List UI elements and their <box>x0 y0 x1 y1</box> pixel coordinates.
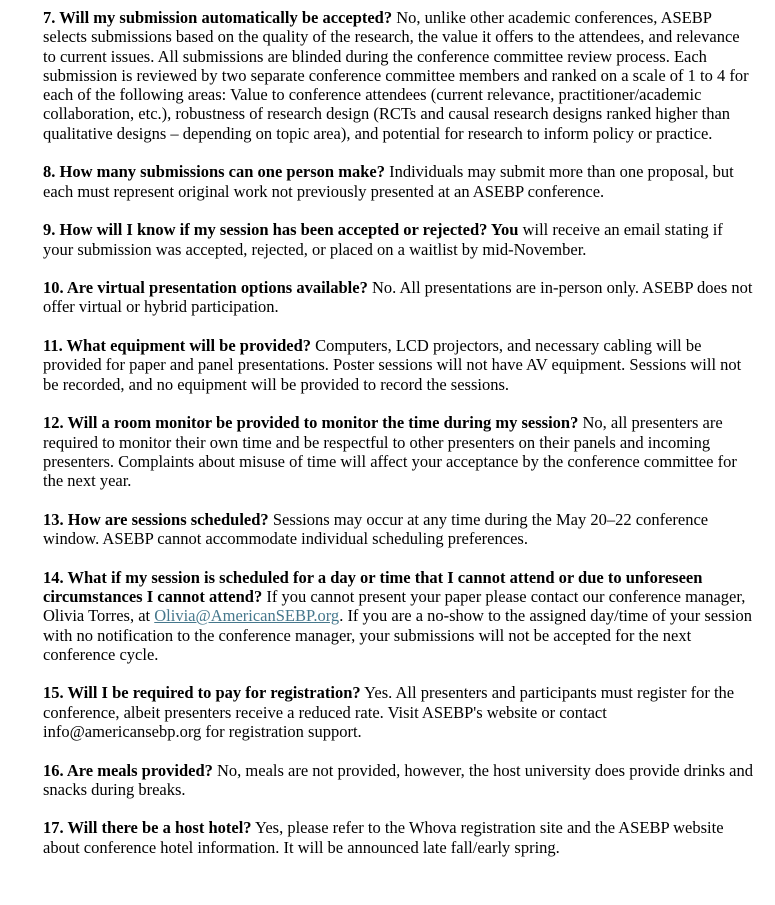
faq-item-7 <box>43 8 755 143</box>
faq-item-9 <box>43 220 755 259</box>
faq-answer-text: No. All presentations are in-person only. ASEBP does not offer virtual or hybrid participation. <box>43 278 753 317</box>
faq-item-16 <box>43 761 755 800</box>
faq-item-14 <box>43 568 755 664</box>
faq-answer-text: Individuals may submit more than one proposal, but each must represent original work not previously presented at an ASEBP conference. <box>43 162 734 201</box>
faq-question-label: 17. Will there be a host hotel? <box>43 818 252 838</box>
faq-question-label: 16. Are meals provided? <box>43 760 213 780</box>
faq-answer-text: Yes. All presenters and participants must register for the conference, albeit presenters receive a reduced rate. Visit ASEBP's website or contact info@americansebp.org for registration support. <box>43 683 735 741</box>
faq-answer-text: will receive an email stating if your submission was accepted, rejected, or placed on a waitlist by mid-November. <box>43 220 723 259</box>
faq-item-10 <box>43 278 755 317</box>
faq-answer-text: No, unlike other academic conferences, ASEBP selects submissions based on the quality of the research, the value it offers to the attendees, and relevance to current issues. All submissions are blinded during the conference committee review process. Each submission is reviewed by two separate conference committee members and ranked on a scale of 1 to 4 for each of the following areas: Value to conference attendees (current relevance, practitioner/academic collaboration, etc.), robustness of research design (RCTs and causal research designs ranked higher than qualitative designs – depending on topic area), and potential for research to inform policy or practice. <box>43 8 749 143</box>
faq-item-15 <box>43 683 755 741</box>
faq-answer-text: Sessions may occur at any time during the May 20–22 conference window. ASEBP cannot accommodate individual scheduling preferences. <box>43 509 709 549</box>
faq-item-13 <box>43 510 755 549</box>
faq-answer-text: If you cannot present your paper please contact our conference manager, Olivia Torres, at <box>43 586 746 626</box>
faq-question-label: 7. Will my submission automatically be accepted? <box>43 8 393 27</box>
faq-question-label: 13. How are sessions scheduled? <box>43 509 269 529</box>
faq-answer-text: Computers, LCD projectors, and necessary cabling will be provided for paper and panel presentations. Poster sessions will not have AV equipment. Sessions will not be recorded, and no equipment will be provided to record the sessions. <box>43 336 742 394</box>
faq-answer-text: Yes, please refer to the Whova registration site and the ASEBP website about conference hotel information. It will be announced late fall/early spring. <box>43 818 724 857</box>
faq-question-label: 14. What if my session is scheduled for a day or time that I cannot attend or due to unforeseen circumstances I cannot attend? <box>43 567 703 606</box>
faq-answer-text: No, all presenters are required to monitor their own time and be respectful to other presenters on their panels and incoming presenters. Complaints about misuse of time will affect your acceptance by the conference committee for the next year. <box>43 413 737 491</box>
faq-question-label: 15. Will I be required to pay for registration? <box>43 683 361 703</box>
faq-item-12 <box>43 413 755 490</box>
faq-item-8 <box>43 162 755 201</box>
faq-answer-text: No, meals are not provided, however, the host university does provide drinks and snacks during breaks. <box>43 760 753 799</box>
faq-item-11 <box>43 336 755 394</box>
faq-document <box>43 8 755 857</box>
faq-question-label: 10. Are virtual presentation options available? <box>43 278 368 298</box>
faq-question-label: 9. How will I know if my session has been accepted or rejected? You <box>43 220 519 240</box>
faq-question-label: 8. How many submissions can one person make? <box>43 162 385 182</box>
faq-answer-text: . If you are a no-show to the assigned day/time of your session with no notification to the conference manager, your submissions will not be accepted for the next conference cycle. <box>43 606 753 664</box>
faq-question-label: 12. Will a room monitor be provided to monitor the time during my session? <box>43 413 579 433</box>
email-link[interactable]: Olivia@AmericanSEBP.org <box>154 606 340 626</box>
faq-item-17 <box>43 818 755 857</box>
faq-question-label: 11. What equipment will be provided? <box>43 336 312 356</box>
